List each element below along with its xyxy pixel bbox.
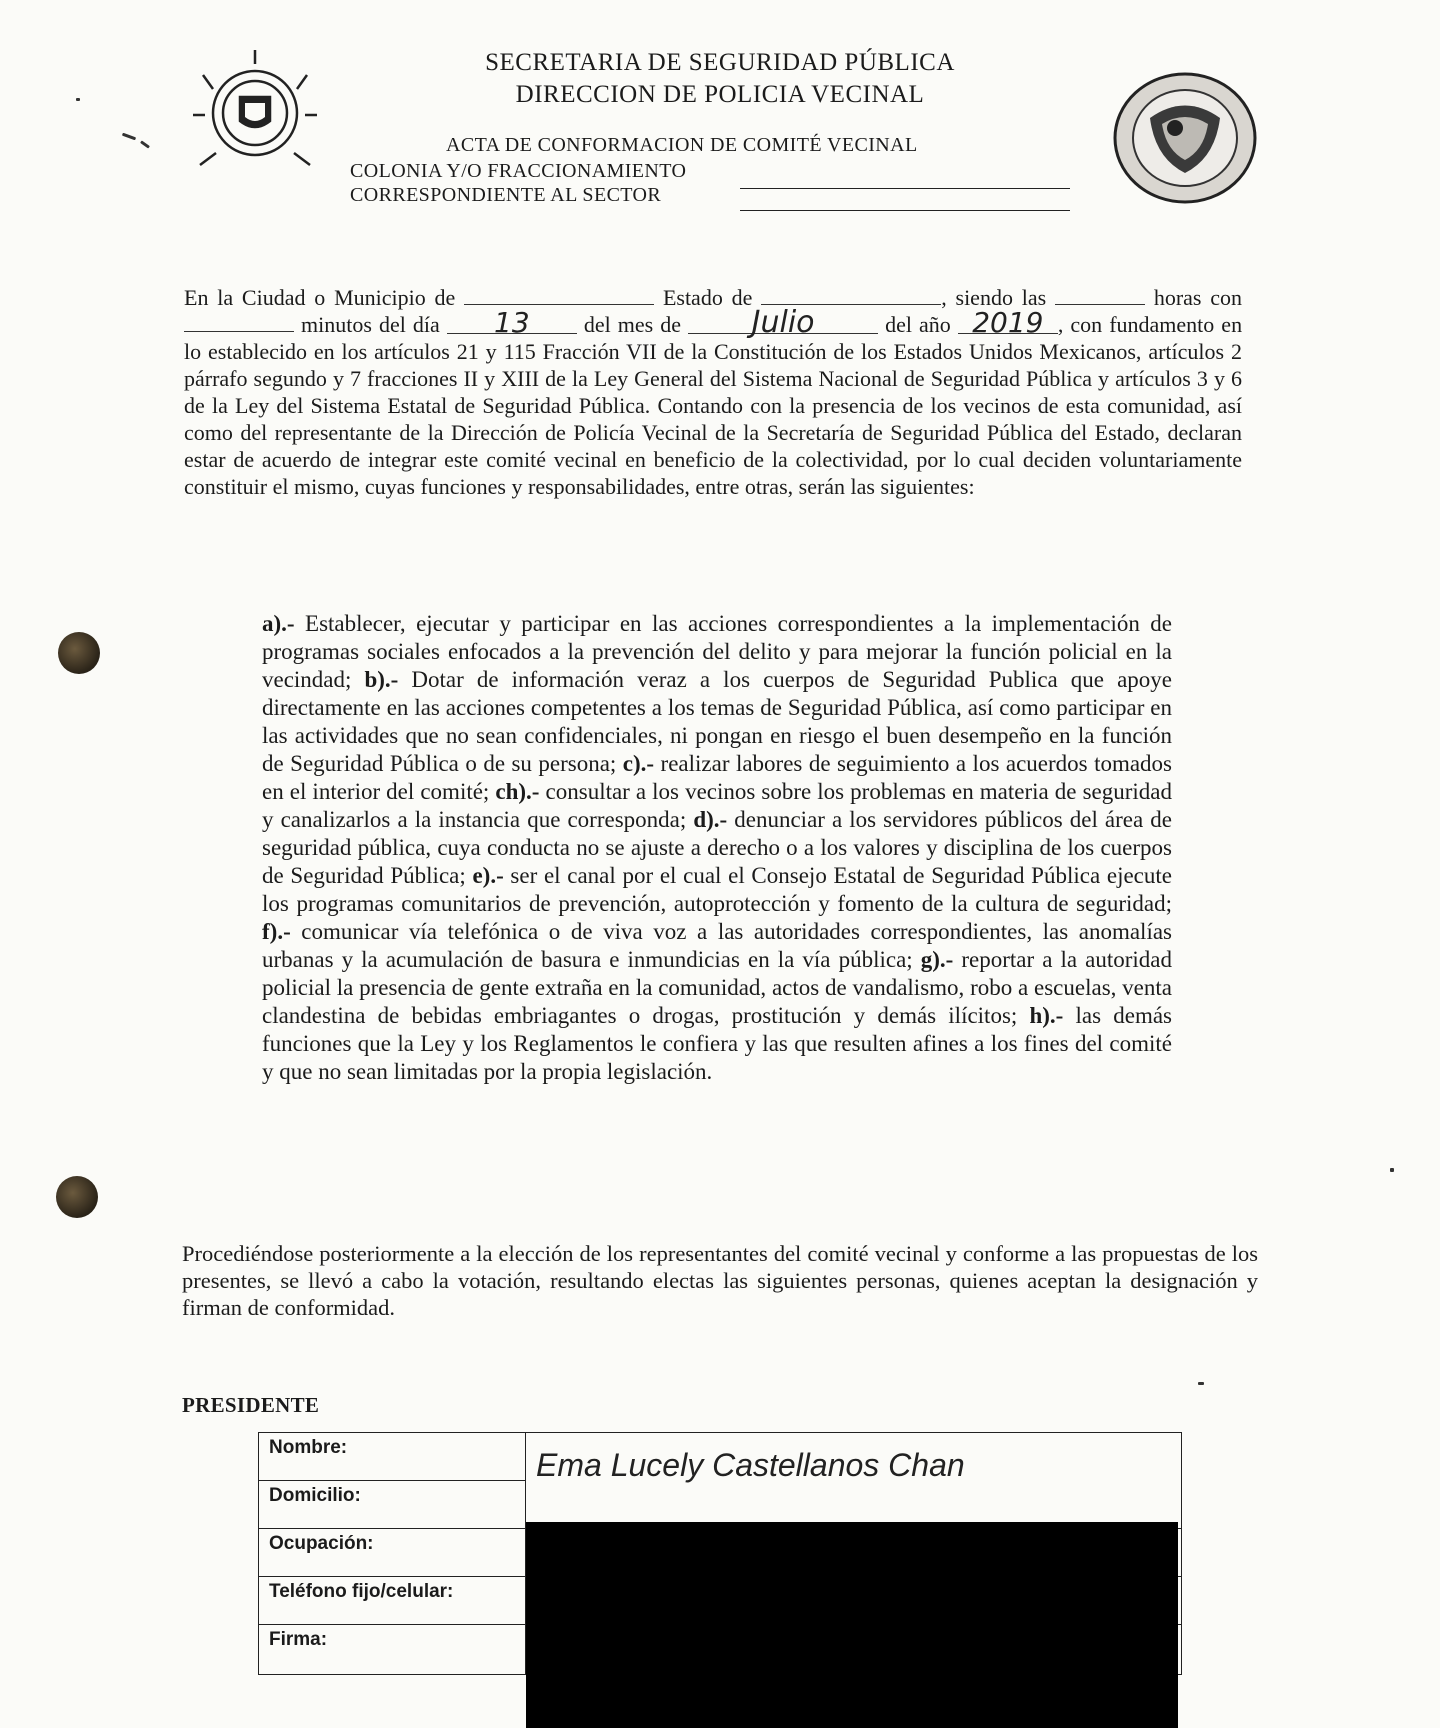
- funcion-item: e).- ser el canal por el cual el Consejo Estatal de Seguridad Pública ejecute los programas comunitarios de prevención, autoprotección y fomento de la cultura de seguridad;: [262, 863, 1172, 916]
- funcion-item: ch).- consultar a los vecinos sobre los problemas en materia de seguridad y canalizarlos a la instancia que corresponda;: [262, 779, 1172, 832]
- minutos-blank: [184, 313, 294, 332]
- redaction-block: [526, 1522, 1178, 1728]
- acta-title: ACTA DE CONFORMACION DE COMITÉ VECINAL: [446, 134, 918, 156]
- intro-text: En la Ciudad o Municipio de: [184, 285, 456, 310]
- funcion-item: h).- las demás funciones que la Ley y los Reglamentos le confiera y las que resulten afines a los fines del comité y que no sean limitadas por la propia legislación.: [262, 1003, 1172, 1084]
- header-line-1: SECRETARIA DE SEGURIDAD PÚBLICA: [485, 49, 955, 76]
- horas-blank: [1055, 286, 1145, 305]
- punch-hole: [58, 632, 100, 674]
- funciones-list: [262, 610, 1172, 1086]
- telefono-label: Teléfono fijo/celular:: [259, 1577, 526, 1625]
- funcion-item: d).- denunciar a los servidores públicos del área de seguridad pública, cuya conducta no se ajuste a derecho o a los valores y disciplina de los cuerpos de Seguridad Pública;: [262, 807, 1172, 888]
- domicilio-label: Domicilio:: [259, 1481, 526, 1529]
- dia-value: 13: [447, 315, 577, 334]
- speck: [1390, 1168, 1394, 1172]
- sector-line: [740, 210, 1070, 211]
- nombre-label: Nombre:: [259, 1433, 526, 1481]
- funcion-item: c).- realizar labores de seguimiento a los acuerdos tomados en el interior del comité;: [262, 751, 1173, 804]
- funcion-item: f).- comunicar vía telefónica o de viva voz a las autoridades correspondientes, las anomalías urbanas y la acumulación de basura e inmundicias en la vía pública;: [262, 919, 1172, 972]
- estado-blank: [761, 286, 941, 305]
- nombre-value: Ema Lucely Castellanos Chan: [526, 1433, 1182, 1529]
- intro-text: horas con: [1153, 285, 1243, 310]
- intro-text: del mes de: [583, 312, 682, 337]
- intro-text: , siendo las: [941, 285, 1047, 310]
- sector-label: CORRESPONDIENTE AL SECTOR: [350, 184, 662, 206]
- intro-paragraph: [184, 284, 1242, 500]
- punch-hole: [56, 1176, 98, 1218]
- presidente-heading: PRESIDENTE: [182, 1393, 320, 1417]
- speck: [140, 140, 150, 148]
- colonia-label: COLONIA Y/O FRACCIONAMIENTO: [350, 160, 687, 182]
- municipio-blank: [464, 286, 654, 305]
- intro-text: minutos del día: [301, 312, 440, 337]
- speck: [1198, 1382, 1204, 1385]
- eleccion-paragraph: Procediéndose posteriormente a la elección de los representantes del comité vecinal y conforme a las propuestas de los presentes, se llevó a cabo la votación, resultando electas las siguientes personas, quienes aceptan la designación y firman de conformidad.: [182, 1241, 1258, 1320]
- intro-text: , con fundamento en lo establecido en los artículos 21 y 115 Fracción VII de la Constitución de los Estados Unidos Mexicanos, artículos 2 párrafo segundo y 7 fracciones II y XIII de la Ley General del Sistema Nacional de Seguridad Pública y artículos 3 y 6 de la Ley del Sistema Estatal de Seguridad Pública. Contando con la presencia de los vecinos de esta comunidad, así como del representante de la Dirección de Policía Vecinal de la Secretaría de Seguridad Pública del Estado, declaran estar de acuerdo de integrar este comité vecinal en beneficio de la colectividad, por lo cual deciden voluntariamente constituir el mismo, cuyas funciones y responsabilidades, entre otras, serán las siguientes:: [184, 312, 1243, 499]
- ocupacion-label: Ocupación:: [259, 1529, 526, 1577]
- intro-text: Estado de: [662, 285, 753, 310]
- colonia-line: [740, 188, 1070, 189]
- firma-label: Firma:: [259, 1625, 526, 1675]
- anio-value: 2019: [958, 315, 1058, 334]
- funcion-item: a).- Establecer, ejecutar y participar en las acciones correspondientes a la implementación de programas sociales enfocados a la prevención del delito y para mejorar la función policial en la vecindad;: [262, 611, 1172, 692]
- intro-text: del año: [885, 312, 951, 337]
- mes-value: Julio: [688, 315, 878, 334]
- funcion-item: b).- Dotar de información veraz a los cuerpos de Seguridad Publica que apoye directamente en las acciones competentes a los temas de Seguridad Pública, así como participar en las actividades que no sean confidenciales, ni pongan en riesgo el buen desempeño en la función de Seguridad Pública o de su persona;: [262, 667, 1172, 776]
- header-line-2: DIRECCION DE POLICIA VECINAL: [515, 81, 925, 108]
- funcion-item: g).- reportar a la autoridad policial la presencia de gente extraña en la comunidad, actos de vandalismo, robo a escuelas, venta clandestina de bebidas embriagantes o drogas, prostitución y demás ilícitos;: [262, 947, 1173, 1028]
- speck: [122, 133, 136, 141]
